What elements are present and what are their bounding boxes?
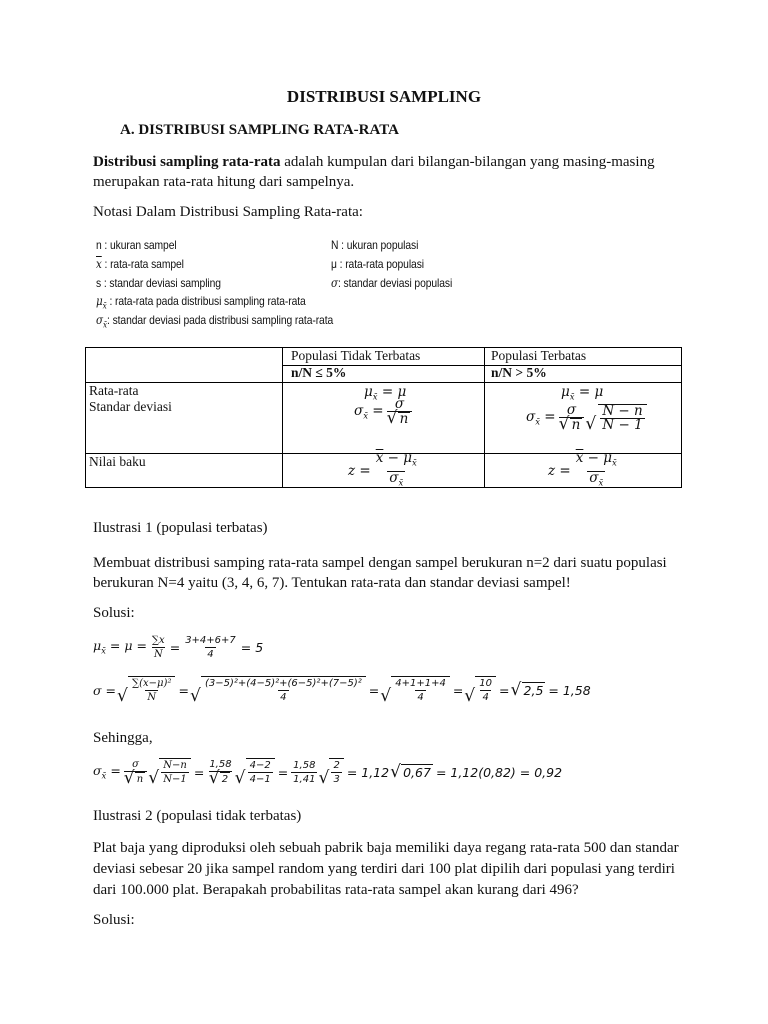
notation-s: s : standar deviasi sampling [96,276,221,290]
ilustrasi2-heading: Ilustrasi 2 (populasi tidak terbatas) [93,808,302,824]
notation-heading: Notasi Dalam Distribusi Sampling Rata-rata: [93,204,363,220]
formula-mean-infinite: $\mu_{x̄} = \mu$ [364,384,407,403]
intro-definition: adalah kumpulan dari bilangan-bilangan yang masing-masing merupakan rata-rata hitung dari sampelnya. [93,154,655,190]
formula-table [85,347,682,488]
table-col1-subheader: n/N ≤ 5% [291,365,347,380]
ilustrasi1-solusi: Solusi: [93,605,135,621]
document-title: DISTRIBUSI SAMPLING [286,87,482,106]
formula-sigma-calculation: σ = √ $\frac{\text{∑(x−μ)²}}{N}$ = √ $\frac{\text{(3−5)²+(4−5)²+(6−5)²+(7−5)²}}{4}$ = √ $\frac{4+1+1+4}{4}$ = √ $\frac{10}{4}$ = √ 2,5 = 1,58 [93,676,591,704]
ilustrasi1-text: Membuat distribusi samping rata-rata sampel dengan sampel berukuran n=2 dari suatu populasi berukuran N=4 yaitu (3, 4, 6, 7). Tentukan rata-rata dan standar deviasi sampel! [93,555,667,591]
table-row-nilai-baku: Nilai baku [89,454,146,469]
table-col2-subheader: n/N > 5% [491,365,547,380]
ilustrasi2-solusi: Solusi: [93,912,135,928]
table-col1-header: Populasi Tidak Terbatas [291,348,421,363]
formula-mu-calculation: $\mu_{x̄} = \mu$ = $\frac{\sum x}{N}$ = $\frac{3+4+6+7}{4}$ = 5 [93,635,264,660]
formula-sigma-xbar-calculation: $\sigma_{x̄}$ = σ √ n √ $\frac{N-n}{N-1}$ = 1,58 √ 2 √ $\frac{4-2}{4-1}$ = $\frac{1,58}{1,41}$ √ $\frac{2}{3}$ = 1,12 √ 0,67 = 1,12(0,82) = 0,92 [93,758,562,786]
notation-sigma-xbar: $\sigma_{x̄}$: standar deviasi pada distribusi sampling rata-rata [96,313,334,331]
intro-paragraph [93,152,683,192]
ilustrasi1-heading: Ilustrasi 1 (populasi terbatas) [93,520,268,536]
notation-n: n : ukuran sampel [96,238,177,252]
notation-xbar: $\overline{x}$ : rata-rata sampel [96,257,184,271]
formula-z-infinite: z = $\frac{\overline{x} - \mu_{x̄}}{\sigma_{x̄}}$ [348,450,417,489]
formula-sd-infinite: $\sigma_{x̄}$ = σ √ n [354,398,412,426]
notation-mu-xbar: $\mu_{x̄}$ : rata-rata pada distribusi sampling rata-rata [96,294,306,312]
notation-N: N : ukuran populasi [331,238,419,252]
notation-sigma: σ: standar deviasi populasi [331,276,453,290]
notation-mu: μ : rata-rata populasi [331,257,424,271]
formula-mean-finite: $\mu_{x̄} = \mu$ [561,384,604,403]
intro-term: Distribusi sampling rata-rata [93,154,281,170]
formula-sd-finite: $\sigma_{x̄}$ = σ √ n √ $\frac{N - n}{N - 1}$ [526,404,647,432]
table-row-rata-rata: Rata-rata [89,383,139,398]
sehingga-text: Sehingga, [93,730,153,746]
ilustrasi2-text: Plat baja yang diproduksi oleh sebuah pabrik baja memiliki daya regang rata-rata 500 dan standar deviasi sebesar 20 jika sampel random yang terdiri dari 100 plat dipilih dari populasi yang terdiri dari 100.000 plat. Berapakah probabilitas rata-rata sampel akan kurang dari 496? [93,840,679,898]
section-heading-a: A. DISTRIBUSI SAMPLING RATA-RATA [120,122,399,138]
table-row-standar-deviasi: Standar deviasi [89,399,172,414]
table-col2-header: Populasi Terbatas [491,348,587,363]
formula-z-finite: z = $\frac{\overline{x} - \mu_{x̄}}{\sigma_{x̄}}$ [548,450,617,489]
